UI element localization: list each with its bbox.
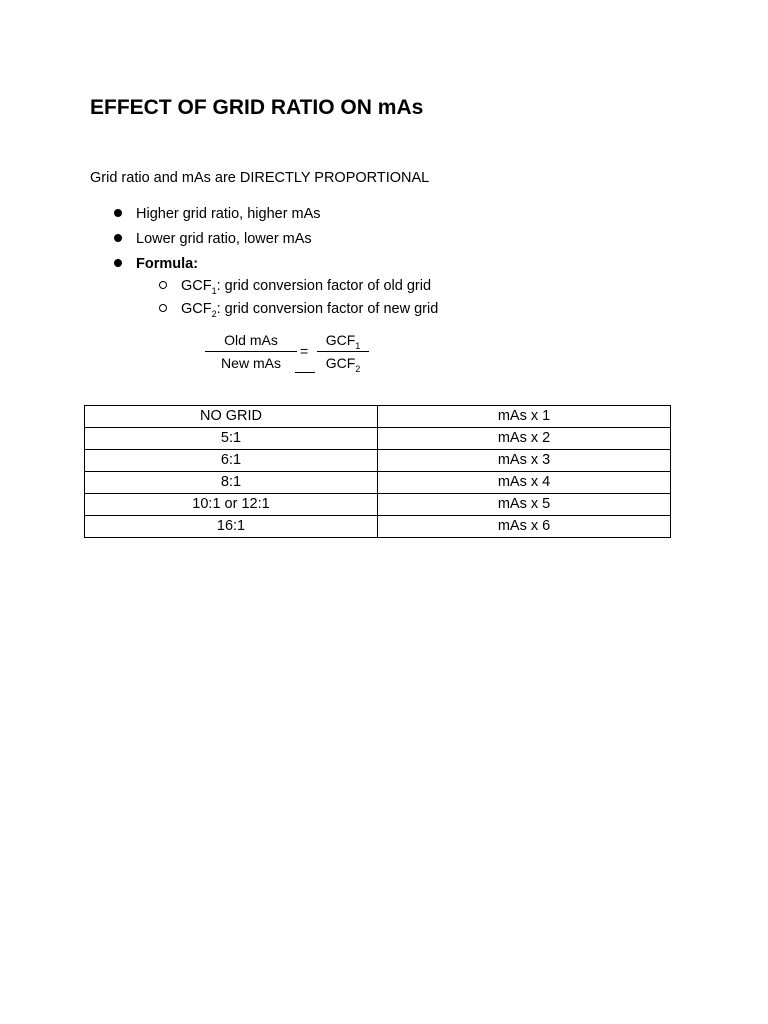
equals-sign: =: [300, 343, 309, 359]
formula: [205, 330, 375, 378]
bullet-dot-icon: [114, 209, 122, 217]
fraction-denominator: [317, 353, 369, 373]
fraction-bar: [317, 351, 369, 352]
mas-factor-cell: mAs x 6: [378, 516, 671, 538]
hollow-bullet-icon: [159, 281, 167, 289]
bullet-text: Lower grid ratio, lower mAs: [136, 231, 312, 247]
mas-factor-cell: mAs x 3: [378, 450, 671, 472]
table-row: [85, 450, 671, 472]
mas-factor-cell: mAs x 5: [378, 494, 671, 516]
grid-ratio-table: [84, 405, 671, 538]
grid-ratio-cell: 6:1: [85, 450, 378, 472]
fraction-bar: [205, 351, 297, 352]
sub-prefix: GCF: [181, 301, 212, 317]
sub-prefix: GCF: [181, 278, 212, 294]
gcf-label: GCF: [325, 355, 356, 371]
fraction-numerator: Old mAs: [224, 332, 278, 348]
mas-factor-cell: mAs x 4: [378, 472, 671, 494]
sub-bullet-list: [157, 276, 438, 322]
mas-factor-cell: mAs x 2: [378, 428, 671, 450]
gcf-subscript: 2: [355, 363, 361, 374]
list-item: [112, 204, 321, 229]
gcf-label: GCF: [325, 332, 356, 348]
fraction-denominator: New mAs: [221, 355, 281, 371]
intro-text: Grid ratio and mAs are DIRECTLY PROPORTIONAL: [90, 170, 430, 186]
mas-factor-cell: mAs x 1: [378, 406, 671, 428]
table-row: [85, 516, 671, 538]
table-row: [85, 428, 671, 450]
fraction-numerator: [317, 330, 369, 350]
fraction-left: [205, 330, 297, 373]
grid-ratio-cell: 10:1 or 12:1: [85, 494, 378, 516]
table-row: [85, 494, 671, 516]
bullet-text: Higher grid ratio, higher mAs: [136, 206, 321, 222]
grid-ratio-cell: 8:1: [85, 472, 378, 494]
bullet-list: [112, 204, 321, 279]
grid-ratio-cell: 16:1: [85, 516, 378, 538]
sub-subscript: 1: [211, 285, 217, 296]
list-item: [112, 229, 321, 254]
hollow-bullet-icon: [159, 304, 167, 312]
table-row: [85, 406, 671, 428]
grid-ratio-cell: NO GRID: [85, 406, 378, 428]
sub-text: : grid conversion factor of new grid: [216, 301, 439, 317]
sub-subscript: 2: [211, 308, 217, 319]
gcf-subscript: 1: [355, 340, 361, 351]
sub-text: : grid conversion factor of old grid: [216, 278, 432, 294]
underline-mark: [295, 372, 315, 373]
bullet-dot-icon: [114, 234, 122, 242]
table-row: [85, 472, 671, 494]
bullet-dot-icon: [114, 259, 122, 267]
grid-ratio-cell: 5:1: [85, 428, 378, 450]
bullet-text-formula: Formula:: [136, 256, 199, 272]
page-title: EFFECT OF GRID RATIO ON mAs: [90, 96, 424, 119]
sub-list-item: [157, 276, 438, 299]
fraction-right: [317, 330, 369, 373]
sub-list-item: [157, 299, 438, 322]
